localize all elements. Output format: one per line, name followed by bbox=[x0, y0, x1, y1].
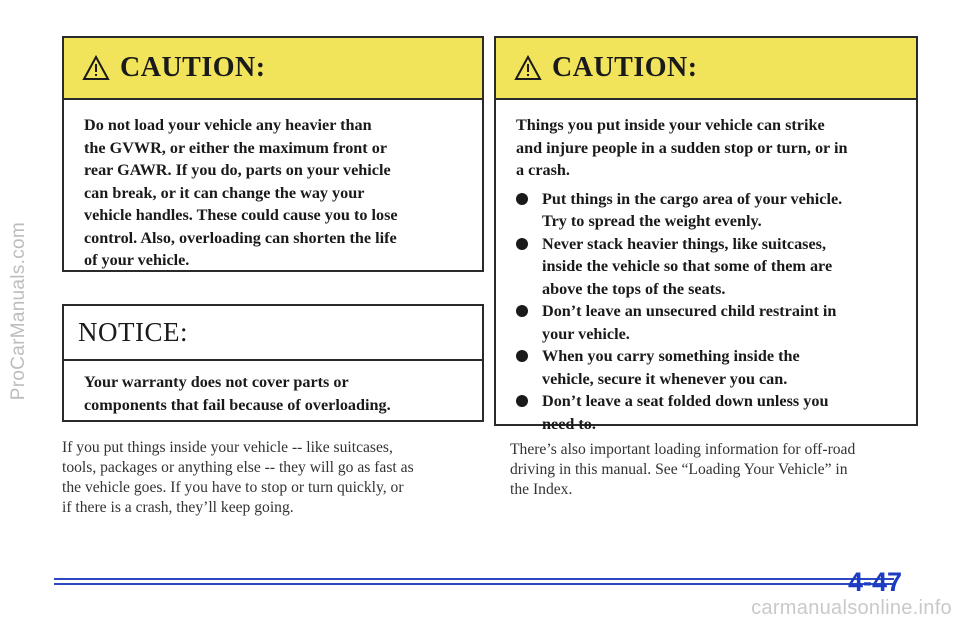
notice-box bbox=[62, 304, 484, 422]
left-caution-box bbox=[62, 36, 484, 272]
text-line: Things you put inside your vehicle can strike bbox=[516, 116, 825, 134]
bullet-icon bbox=[516, 395, 528, 407]
text-line: Do not load your vehicle any heavier than bbox=[84, 116, 372, 134]
left-paragraph bbox=[62, 438, 492, 518]
text-line: can break, or it can change the way your bbox=[84, 183, 365, 202]
text-line: Don’t leave an unsecured child restraint in bbox=[542, 302, 837, 320]
list-item bbox=[516, 390, 898, 435]
text-line: Your warranty does not cover parts or bbox=[84, 373, 349, 391]
side-watermark bbox=[4, 0, 34, 622]
warning-triangle-icon bbox=[514, 55, 542, 81]
text-line: and injure people in a sudden stop or turn, or in bbox=[516, 138, 848, 157]
left-caution-title: CAUTION: bbox=[120, 52, 266, 83]
list-item bbox=[516, 188, 898, 233]
text-line: if there is a crash, they’ll keep going. bbox=[62, 499, 294, 516]
right-caution-text bbox=[496, 100, 916, 435]
notice-title: NOTICE: bbox=[78, 317, 188, 347]
text-line: Never stack heavier things, like suitcases, bbox=[542, 234, 827, 253]
text-line: above the tops of the seats. bbox=[542, 279, 726, 298]
caution-bullet-list bbox=[516, 188, 898, 436]
side-watermark-text: ProCarManuals.com bbox=[8, 221, 29, 401]
text-line: your vehicle. bbox=[542, 324, 630, 343]
text-line: There’s also important loading information for off-road bbox=[510, 441, 856, 458]
text-line: vehicle handles. These could cause you to lose bbox=[84, 206, 398, 224]
text-line: the GVWR, or either the maximum front or bbox=[84, 138, 388, 157]
bullet-icon bbox=[516, 193, 528, 205]
warning-triangle-icon bbox=[82, 55, 110, 81]
right-caution-title: CAUTION: bbox=[552, 52, 698, 83]
text-line: the vehicle goes. If you have to stop or turn quickly, or bbox=[62, 479, 404, 496]
text-line: Don’t leave a seat folded down unless you bbox=[542, 392, 829, 410]
text-line: If you put things inside your vehicle -- like suitcases, bbox=[62, 439, 393, 456]
right-caution-header bbox=[496, 38, 916, 100]
text-line: need to. bbox=[542, 414, 596, 433]
text-line: vehicle, secure it whenever you can. bbox=[542, 369, 788, 388]
text-line: driving in this manual. See “Loading Your Vehicle” in bbox=[510, 461, 848, 478]
text-line: of your vehicle. bbox=[84, 251, 190, 269]
text-line: tools, packages or anything else -- they will go as fast as bbox=[62, 459, 414, 476]
text-line: control. Also, overloading can shorten the life bbox=[84, 228, 397, 247]
bullet-icon bbox=[516, 305, 528, 317]
text-line: When you carry something inside the bbox=[542, 347, 800, 365]
list-item bbox=[516, 233, 898, 301]
bottom-watermark: carmanualsonline.info bbox=[751, 597, 952, 619]
list-item bbox=[516, 300, 898, 345]
bullet-icon bbox=[516, 350, 528, 362]
text-line: rear GAWR. If you do, parts on your vehicle bbox=[84, 161, 391, 179]
footer-rule bbox=[54, 578, 894, 588]
list-item bbox=[516, 345, 898, 390]
text-line: components that fail because of overloading. bbox=[84, 395, 391, 414]
notice-header bbox=[64, 306, 482, 361]
left-caution-header bbox=[64, 38, 482, 100]
text-line: the Index. bbox=[510, 481, 573, 498]
text-line: Try to spread the weight evenly. bbox=[542, 212, 762, 230]
right-paragraph bbox=[510, 440, 930, 500]
text-line: Put things in the cargo area of your vehicle. bbox=[542, 189, 843, 208]
text-line: a crash. bbox=[516, 161, 570, 179]
right-caution-box bbox=[494, 36, 918, 433]
bullet-icon bbox=[516, 238, 528, 250]
page-number: 4-47 bbox=[847, 567, 902, 597]
notice-text bbox=[64, 361, 482, 416]
text-line: inside the vehicle so that some of them are bbox=[542, 257, 833, 275]
left-caution-text bbox=[64, 100, 482, 272]
